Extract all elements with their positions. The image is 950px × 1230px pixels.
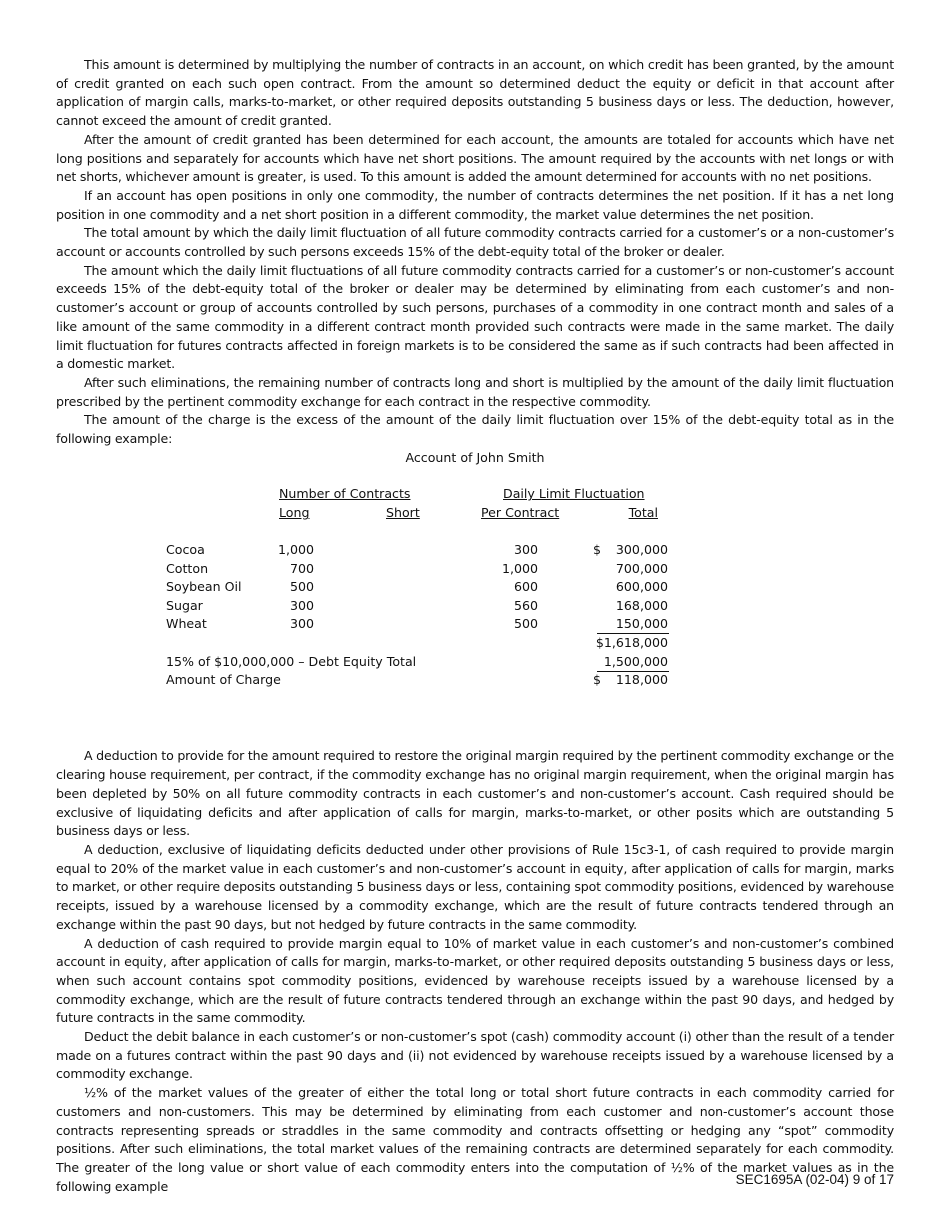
charge-label: Amount of Charge <box>166 672 281 688</box>
header-number-of-contracts: Number of Contracts <box>279 486 411 502</box>
row-per-contract: 300 <box>513 542 538 558</box>
paragraph: After such eliminations, the remaining number of contracts long and short is multiplied by the amount of the daily limit fluctuation prescribed by the pertinent commodity exchange for each contract in the respective commodity. <box>56 374 894 409</box>
charge-value: 118,000 <box>615 672 668 688</box>
example-table <box>56 485 894 727</box>
row-commodity: Soybean Oil <box>166 579 242 595</box>
sum-total: $1,618,000 <box>595 635 668 651</box>
paragraph: This amount is determined by multiplying the number of contracts in an account, on which credit has been granted, by the amount of credit granted on each such open contract. From the amount so determined deduct the equity or deficit in that account after application of margin calls, marks-to-market, or other required deposits outstanding 5 business days or less. The deduction, however, cannot exceed the amount of credit granted. <box>56 57 894 129</box>
paragraph: If an account has open positions in only one commodity, the number of contracts determines the net position. If it has a net long position in one commodity and a net short position in a different commodity, the market value determines the net position. <box>56 187 894 222</box>
currency-sign: $ <box>593 672 602 688</box>
row-long: 300 <box>289 597 314 613</box>
col-long: Long <box>279 505 310 521</box>
paragraph: The total amount by which the daily limit fluctuation of all future commodity contracts carried for a customer’s or a non-customer’s account or accounts controlled by such persons exceeds 15% of the debt-equity total of the broker or dealer. <box>56 225 894 260</box>
debt-equity-label: 15% of $10,000,000 – Debt Equity Total <box>166 653 417 669</box>
row-total: 168,000 <box>615 597 668 613</box>
paragraph: Deduct the debit balance in each customer’s or non-customer’s spot (cash) commodity account (i) other than the result of a tender made on a futures contract within the past 90 days and (ii) not evidenced by warehouse receipts issued by a warehouse licensed by a commodity exchange. <box>56 1029 894 1082</box>
col-per-contract: Per Contract <box>481 505 560 521</box>
page-footer: SEC1695A (02-04) 9 of 17 <box>735 1172 894 1187</box>
paragraph: ½% of the market values of the greater of either the total long or total short future contracts in each commodity carried for customers and non-customers. This may be determined by eliminating from each customer and non-customer’s account those contracts representing spreads or straddles in the same commodity and contracts offsetting or hedging any “spot” commodity positions. After such eliminations, the total market values of the remaining contracts are determined separately for each commodity. The greater of the long value or short value of each commodity enters into the computation of ½% of the market values as in the following example <box>56 1085 894 1194</box>
document-page <box>56 56 894 1196</box>
row-per-contract: 600 <box>513 579 538 595</box>
paragraph: A deduction of cash required to provide margin equal to 10% of market value in each customer’s and non-customer’s combined account in equity, after application of calls for margin, marks-to-market, or other required deposits outstanding 5 business days or less, when such account contains spot commodity positions, evidenced by warehouse receipts issued by a warehouse licensed by a commodity exchange, which are the result of future contracts tendered through an exchange within the past 90 days, and hedged by future contracts in the same commodity. <box>56 935 894 1026</box>
row-commodity: Wheat <box>166 616 207 632</box>
row-commodity: Cocoa <box>166 542 205 558</box>
row-total: 150,000 <box>615 616 668 632</box>
paragraph: A deduction, exclusive of liquidating deficits deducted under other provisions of Rule 15c3-1, of cash required to provide margin equal to 20% of the market value in each customer’s and non-customer’s account in equity, after application of calls for margin, marks to market, or other require deposits outstanding 5 business days or less, containing spot commodity positions, evidenced by warehouse receipts, issued by a warehouse licensed by a commodity exchange, which are the result of future contracts tendered through an exchange within the past 90 days, but not hedged by future contracts in the same commodity. <box>56 841 894 932</box>
row-long: 500 <box>289 579 314 595</box>
row-total: 700,000 <box>615 560 668 576</box>
row-per-contract: 560 <box>513 597 538 613</box>
col-total: Total <box>628 505 658 521</box>
paragraph: A deduction to provide for the amount required to restore the original margin required by the pertinent commodity exchange or the clearing house requirement, per contract, if the commodity exchange has no original margin requirement, when the original margin has been depleted by 50% on all future commodity contracts in each customer’s and non-customer’s account. Cash required should be exclusive of liquidating deficits and after application of calls for margin, marks-to-market, or other posits which are outstanding 5 business days or less. <box>56 748 894 839</box>
paragraph: After the amount of credit granted has been determined for each account, the amounts are totaled for accounts which have net long positions and separately for accounts which have net short positions. The amount required by the accounts with net longs or with net shorts, whichever amount is greater, is used. To this amount is added the amount determined for accounts with no net positions. <box>56 131 894 185</box>
row-long: 700 <box>289 560 314 576</box>
currency-sign: $ <box>593 542 602 558</box>
paragraphs-before <box>56 56 894 449</box>
debt-equity-value: 1,500,000 <box>603 653 668 669</box>
header-daily-limit-fluctuation: Daily Limit Fluctuation <box>503 486 645 502</box>
paragraph: The amount which the daily limit fluctuations of all future commodity contracts carried for a customer’s or non-customer’s account exceeds 15% of the debt-equity total of the broker or dealer may be determined by eliminating from each customer’s and non-customer’s account or group of accounts controlled by such persons, purchases of a commodity in one contract month and sales of a like amount of the same commodity in a different contract month provided such contracts were made in the same market. The daily limit fluctuation for futures contracts affected in foreign markets is to be considered the same as if such contracts had been affected in a domestic market. <box>56 262 894 372</box>
row-long: 1,000 <box>277 542 314 558</box>
row-long: 300 <box>289 616 314 632</box>
row-total: 600,000 <box>615 579 668 595</box>
row-per-contract: 1,000 <box>501 560 538 576</box>
row-commodity: Cotton <box>166 560 209 576</box>
paragraphs-after <box>56 747 894 1196</box>
col-short: Short <box>386 505 420 521</box>
row-per-contract: 500 <box>513 616 538 632</box>
row-total: 300,000 <box>615 542 668 558</box>
paragraph: The amount of the charge is the excess of the amount of the daily limit fluctuation over 15% of the debt-equity total as in the following example: <box>56 412 894 447</box>
row-commodity: Sugar <box>166 597 203 613</box>
example-title: Account of John Smith <box>405 449 545 465</box>
